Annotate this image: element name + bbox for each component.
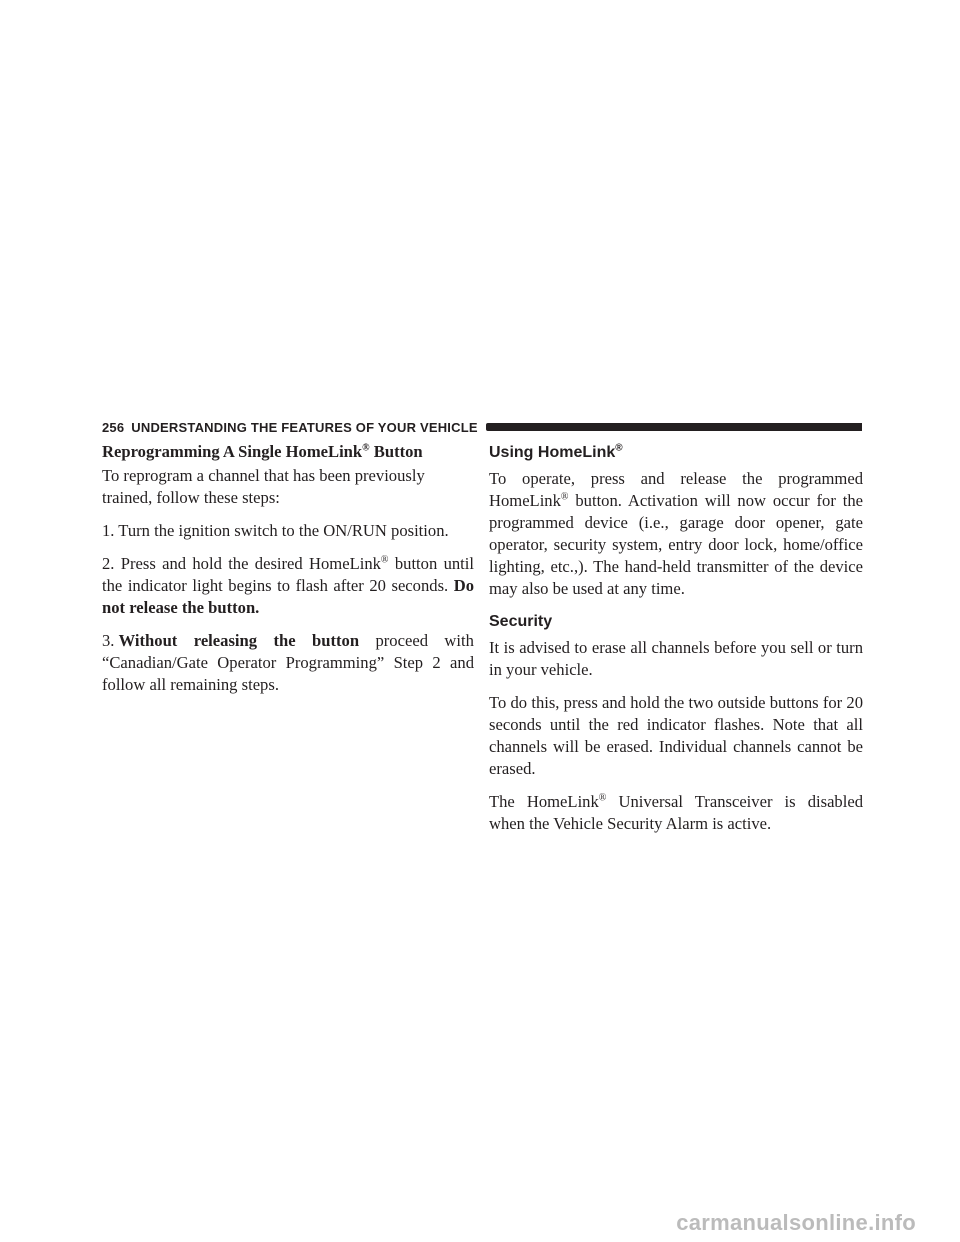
left-column — [102, 442, 474, 707]
header-rule — [486, 423, 862, 431]
step-1: 1. Turn the ignition switch to the ON/RUN position. — [102, 521, 449, 540]
reprogramming-heading: Reprogramming A Single HomeLink® Button — [102, 442, 423, 461]
intro-paragraph: To reprogram a channel that has been previously trained, follow these steps: — [102, 466, 425, 507]
security-paragraph-2: To do this, press and hold the two outside buttons for 20 seconds until the red indicator flashes. Note that all channels will be erased. Individual channels cannot be erased. — [489, 693, 863, 778]
step-3-first-line: 3. Without releasing the button proceed with — [102, 631, 474, 650]
watermark-link[interactable]: carmanualsonline.info — [676, 1210, 916, 1235]
step-3: 3. Without releasing the button proceed with “Canadian/Gate Operator Programming” Step 2 and follow all remaining steps. — [102, 631, 474, 694]
security-heading: Security — [489, 613, 553, 630]
step-2: 2. Press and hold the desired HomeLink® button until the indicator light begins to flash after 20 seconds. Do not release the button. — [102, 554, 474, 617]
security-paragraph-1: It is advised to erase all channels before you sell or turn in your vehicle. — [489, 638, 863, 679]
page-number: 256 — [102, 419, 125, 435]
using-homelink-heading: Using HomeLink® — [489, 442, 623, 461]
page-header — [102, 418, 862, 436]
security-paragraph-3: The HomeLink® Universal Transceiver is disabled when the Vehicle Security Alarm is active. — [489, 792, 864, 833]
using-homelink-paragraph: To operate, press and release the programmed HomeLink® button. Activation will now occur for the programmed device (i.e., garage door opener, gate operator, security system, entry door lock, home/office lighting, etc.,). The hand-held transmitter of the device may also be used at any time. — [489, 469, 863, 598]
right-column — [489, 442, 863, 846]
section-title: UNDERSTANDING THE FEATURES OF YOUR VEHICLE — [131, 419, 478, 435]
